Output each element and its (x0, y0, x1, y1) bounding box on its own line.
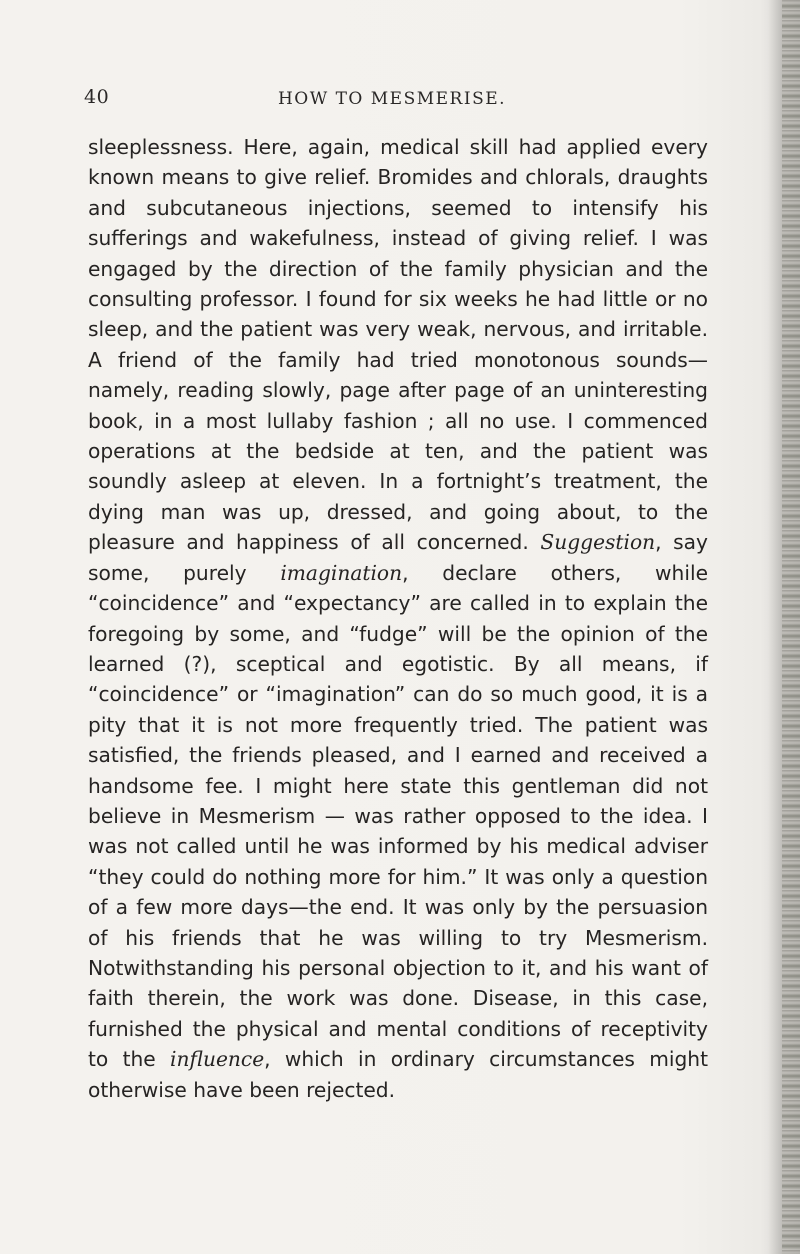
italic-influence: influence (170, 1047, 265, 1072)
page-edge-shadow (768, 0, 782, 1254)
text-segment-3: , declare others, while “coincidence” and “expectancy” are called in to explain the foregoing by some, and “fudge” will be the opinion of the learned (?), sceptical and egotistic. By all means, if “coincidence” or “imagination” can do so much good, it is a pity that it is not more frequently tried. The patient was satisfied, the friends pleased, and I earned and received a handsome fee. I might here state this gentleman did not believe in Mesmerism — was rather opposed to the idea. I was not called until he was informed by his medical adviser “they could do nothing more for him.” It was only a question of a few more days—the end. It was only by the persuasion of his friends that he was willing to try Mesmerism. Notwithstanding his personal objection to it, and his want of faith therein, the work was done. Disease, in this case, furnished the physical and mental conditions of receptivity to the (88, 560, 708, 1072)
page-number: 40 (84, 86, 110, 108)
text-segment-2: , say some, purely (88, 530, 709, 585)
italic-suggestion: Suggestion (540, 530, 656, 555)
italic-imagination: imagination (280, 560, 403, 585)
text-segment-1: sleeplessness. Here, again, medical skill had applied every known means to give relief. Bromides and chlorals, draughts and subcutaneous injections, seemed to intensify his sufferings and wakefulness, instead of giving relief. I was engaged by the direction of the family physician and the consulting professor. I found for six weeks he had little or no sleep, and the patient was very weak, nervous, and irritable. A friend of the family had tried monotonous sounds—namely, reading slowly, page after page of an uninteresting book, in a most lullaby fashion ; all no use. I commenced operations at the bedside at ten, and the patient was soundly asleep at eleven. In a fortnight’s treatment, the dying man was up, dressed, and going about, to the pleasure and happiness of all concerned. (88, 135, 708, 555)
body-paragraph (88, 132, 708, 1105)
text-segment-4: , which in ordinary circumstances might otherwise have been rejected. (88, 1047, 708, 1102)
running-title: HOW TO MESMERISE. (277, 89, 507, 109)
page-edge (782, 0, 800, 1254)
